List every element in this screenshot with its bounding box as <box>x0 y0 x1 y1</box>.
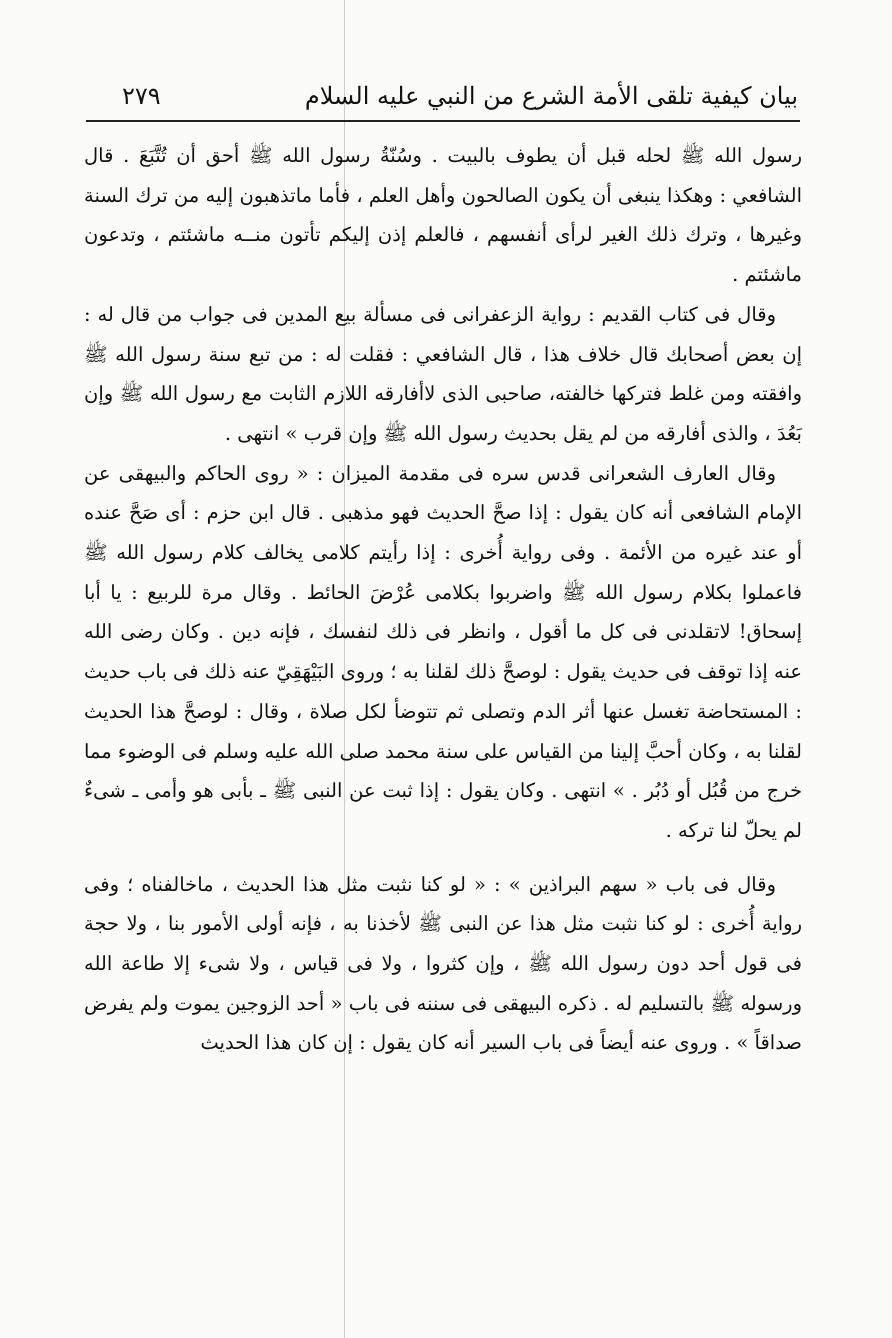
paragraph: رسول الله ﷺ لحله قبل أن يطوف بالبيت . وسُنّةُ رسول الله ﷺ أحق أن تُتَّبَعَ . قال الشافعي : وهكذا ينبغى أن يكون الصالحون وأهل العلم ، فأما ماتذهبون إليه من ترك السنة وغيرها ، وترك ذلك الغير لرأى أنفسهم ، فالعلم إذن إليكم تأتون منــه ماشئتم ، وتدعون ماشئتم . <box>84 144 802 287</box>
page-number: ٢٧٩ <box>122 82 161 110</box>
paragraph: وقال العارف الشعرانى قدس سره فى مقدمة الميزان : « روى الحاكم والبيهقى عن الإمام الشافعى أنه كان يقول : إذا صحَّ الحديث فهو مذهبى . قال ابن حزم : أى صَحَّ عنده أو عند غيره من الأئمة . وفى رواية أُخرى : إذا رأيتم كلامى يخالف كلام رسول الله ﷺ فاعملوا بكلام رسول الله ﷺ واضربوا بكلامى عُرْضَ الحائط . وقال مرة للربيع : يا أبا إسحاق! لاتقلدنى فى كل ما أقول ، وانظر فى ذلك لنفسك ، فإنه دين . وكان رضى الله عنه إذا توقف فى حديث يقول : لوصحَّ ذلك لقلنا به ؛ وروى البَيْهَقِيّ عنه ذلك فى باب حديث : المستحاضة تغسل عنها أثر الدم وتصلى ثم تتوضأ لكل صلاة ، وقال : لوصحَّ هذا الحديث لقلنا به ، وكان أحبَّ إلينا من القياس على سنة محمد صلى الله عليه وسلم فى الوضوء مما خرج من قُبُل أو دُبُر . » انتهى . وكان يقول : إذا ثبت عن النبى ﷺ ـ بأبى هو وأمى ـ شىءٌ لم يحلّ لنا تركه . <box>84 461 802 842</box>
page-header <box>86 78 798 118</box>
paragraph: وقال فى كتاب القديم : رواية الزعفرانى فى مسألة بيع المدين فى جواب من قال له : إن بعض أصحابك قال خلاف هذا ، قال الشافعي : فقلت له : من تبع سنة رسول الله ﷺ وافقته ومن غلط فتركها خالفته، صاحبى الذى لاأفارقه اللازم الثابت مع رسول الله ﷺ وإن بَعُدَ ، والذى أفارقه من لم يقل بحديث رسول الله ﷺ وإن قرب » انتهى . <box>84 302 802 445</box>
header-rule <box>86 120 800 122</box>
paragraph: وقال فى باب « سهم البراذين » : « لو كنا نثبت مثل هذا الحديث ، ماخالفناه ؛ وفى رواية أُخرى : لو كنا نثبت مثل هذا عن النبى ﷺ لأخذنا به ، فإنه أولى الأمور بنا ، ولا حجة فى قول أحد دون رسول الله ﷺ ، وإن كثروا ، ولا فى قياس ، ولا شىء إلا طاعة الله ورسوله ﷺ بالتسليم له . ذكره البيهقى فى سننه فى باب « أحد الزوجين يموت ولم يفرض صداقاً » . وروى عنه أيضاً فى باب السير أنه كان يقول : إن كان هذا الحديث <box>84 872 802 1055</box>
running-head: بيان كيفية تلقى الأمة الشرع من النبي عليه السلام <box>304 82 798 110</box>
scan-fold-line <box>344 0 345 1338</box>
body-text <box>84 136 802 1063</box>
